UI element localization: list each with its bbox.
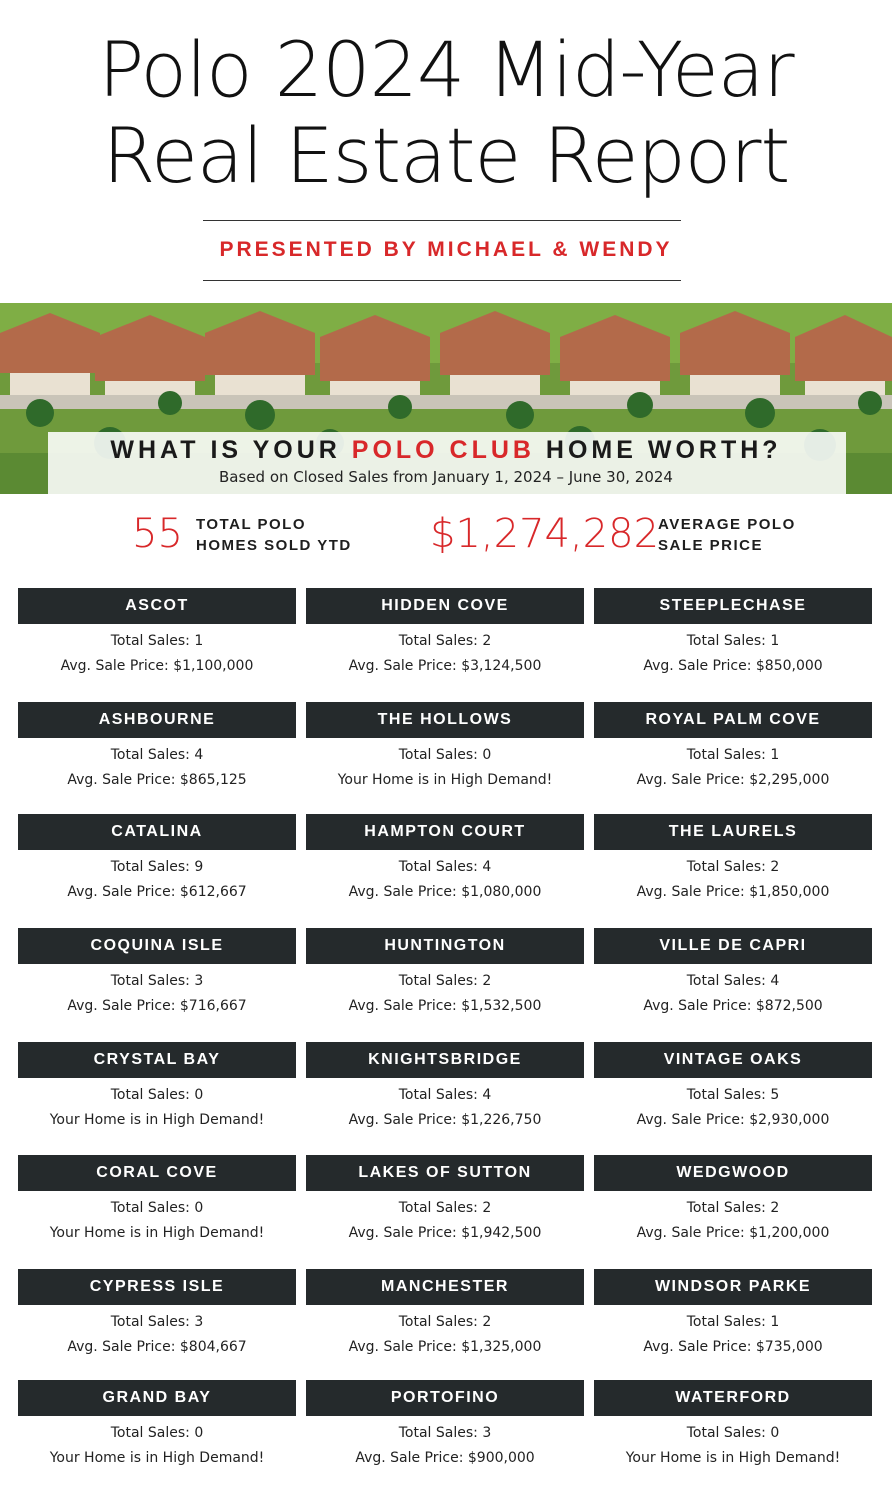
community-total-sales: Total Sales: 1 bbox=[686, 633, 780, 649]
community-card bbox=[306, 1269, 584, 1360]
community-name: WATERFORD bbox=[594, 1380, 872, 1416]
community-total-sales: Total Sales: 4 bbox=[110, 747, 204, 763]
community-detail: Avg. Sale Price: $900,000 bbox=[355, 1450, 535, 1466]
community-detail: Avg. Sale Price: $2,295,000 bbox=[636, 772, 830, 788]
community-detail: Avg. Sale Price: $1,850,000 bbox=[636, 884, 830, 900]
community-detail: Avg. Sale Price: $865,125 bbox=[67, 772, 247, 788]
community-name: GRAND BAY bbox=[18, 1380, 296, 1416]
divider-bottom bbox=[203, 280, 681, 281]
community-name: CATALINA bbox=[18, 814, 296, 850]
community-name: VINTAGE OAKS bbox=[594, 1042, 872, 1078]
community-card bbox=[594, 928, 872, 1019]
community-name: CORAL COVE bbox=[18, 1155, 296, 1191]
community-detail: Avg. Sale Price: $1,325,000 bbox=[348, 1339, 542, 1355]
report-title-line1: Polo 2024 Mid-Year bbox=[98, 25, 794, 114]
community-card bbox=[18, 1269, 296, 1360]
community-detail: Avg. Sale Price: $1,532,500 bbox=[348, 998, 542, 1014]
community-card bbox=[306, 1155, 584, 1246]
community-name: HAMPTON COURT bbox=[306, 814, 584, 850]
community-card bbox=[306, 928, 584, 1019]
community-detail: Avg. Sale Price: $850,000 bbox=[643, 658, 823, 674]
community-total-sales: Total Sales: 4 bbox=[398, 859, 492, 875]
community-detail: Your Home is in High Demand! bbox=[49, 1450, 265, 1466]
community-name: MANCHESTER bbox=[306, 1269, 584, 1305]
community-name: ROYAL PALM COVE bbox=[594, 702, 872, 738]
community-detail: Avg. Sale Price: $872,500 bbox=[643, 998, 823, 1014]
community-detail: Your Home is in High Demand! bbox=[49, 1112, 265, 1128]
community-card bbox=[306, 1380, 584, 1471]
avg-price-label-line2: SALE PRICE bbox=[658, 537, 764, 554]
community-detail: Your Home is in High Demand! bbox=[49, 1225, 265, 1241]
community-name: ASHBOURNE bbox=[18, 702, 296, 738]
community-name: ASCOT bbox=[18, 588, 296, 624]
headline-pre: WHAT IS YOUR bbox=[110, 436, 352, 464]
community-card bbox=[18, 588, 296, 679]
community-name: CYPRESS ISLE bbox=[18, 1269, 296, 1305]
avg-price-label-line1: AVERAGE POLO bbox=[658, 516, 796, 533]
community-detail: Avg. Sale Price: $3,124,500 bbox=[348, 658, 542, 674]
community-total-sales: Total Sales: 3 bbox=[398, 1425, 492, 1441]
community-total-sales: Total Sales: 2 bbox=[686, 859, 780, 875]
community-total-sales: Total Sales: 2 bbox=[398, 1200, 492, 1216]
banner-headline bbox=[0, 436, 892, 465]
community-detail: Avg. Sale Price: $612,667 bbox=[67, 884, 247, 900]
community-detail: Avg. Sale Price: $1,200,000 bbox=[636, 1225, 830, 1241]
avg-price-value: $1,274,282 bbox=[430, 511, 660, 557]
community-total-sales: Total Sales: 2 bbox=[686, 1200, 780, 1216]
community-total-sales: Total Sales: 1 bbox=[110, 633, 204, 649]
community-name: WEDGWOOD bbox=[594, 1155, 872, 1191]
community-card bbox=[306, 1042, 584, 1133]
community-card bbox=[306, 814, 584, 905]
community-total-sales: Total Sales: 2 bbox=[398, 1314, 492, 1330]
community-name: LAKES OF SUTTON bbox=[306, 1155, 584, 1191]
divider-top bbox=[203, 220, 681, 221]
community-name: THE LAURELS bbox=[594, 814, 872, 850]
community-total-sales: Total Sales: 1 bbox=[686, 1314, 780, 1330]
community-total-sales: Total Sales: 3 bbox=[110, 973, 204, 989]
community-card bbox=[594, 1380, 872, 1471]
community-total-sales: Total Sales: 0 bbox=[686, 1425, 780, 1441]
report-title-line2: Real Estate Report bbox=[102, 111, 790, 200]
community-total-sales: Total Sales: 2 bbox=[398, 973, 492, 989]
community-total-sales: Total Sales: 9 bbox=[110, 859, 204, 875]
community-card bbox=[18, 1380, 296, 1471]
community-name: HIDDEN COVE bbox=[306, 588, 584, 624]
headline-highlight: POLO CLUB bbox=[351, 436, 535, 464]
community-card bbox=[594, 1269, 872, 1360]
community-total-sales: Total Sales: 0 bbox=[110, 1425, 204, 1441]
community-detail: Avg. Sale Price: $1,080,000 bbox=[348, 884, 542, 900]
community-total-sales: Total Sales: 0 bbox=[398, 747, 492, 763]
community-card bbox=[594, 1155, 872, 1246]
community-total-sales: Total Sales: 0 bbox=[110, 1087, 204, 1103]
community-name: COQUINA ISLE bbox=[18, 928, 296, 964]
total-sold-label-line1: TOTAL POLO bbox=[196, 516, 307, 533]
community-detail: Avg. Sale Price: $804,667 bbox=[67, 1339, 247, 1355]
community-total-sales: Total Sales: 4 bbox=[398, 1087, 492, 1103]
community-card bbox=[594, 588, 872, 679]
community-total-sales: Total Sales: 1 bbox=[686, 747, 780, 763]
community-name: VILLE DE CAPRI bbox=[594, 928, 872, 964]
community-card bbox=[306, 588, 584, 679]
community-name: HUNTINGTON bbox=[306, 928, 584, 964]
avg-price-label bbox=[658, 514, 858, 556]
community-card bbox=[18, 702, 296, 793]
community-card bbox=[594, 1042, 872, 1133]
community-name: STEEPLECHASE bbox=[594, 588, 872, 624]
community-detail: Avg. Sale Price: $2,930,000 bbox=[636, 1112, 830, 1128]
community-total-sales: Total Sales: 0 bbox=[110, 1200, 204, 1216]
community-detail: Avg. Sale Price: $1,226,750 bbox=[348, 1112, 542, 1128]
banner-subtitle: Based on Closed Sales from January 1, 2024 – June 30, 2024 bbox=[219, 468, 673, 486]
total-sold-value: 55 bbox=[132, 511, 183, 557]
community-total-sales: Total Sales: 5 bbox=[686, 1087, 780, 1103]
community-detail: Your Home is in High Demand! bbox=[337, 772, 553, 788]
total-sold-label-line2: HOMES SOLD YTD bbox=[196, 537, 352, 554]
community-detail: Avg. Sale Price: $716,667 bbox=[67, 998, 247, 1014]
community-card bbox=[18, 928, 296, 1019]
community-name: WINDSOR PARKE bbox=[594, 1269, 872, 1305]
community-name: PORTOFINO bbox=[306, 1380, 584, 1416]
community-card bbox=[594, 702, 872, 793]
community-detail: Your Home is in High Demand! bbox=[625, 1450, 841, 1466]
headline-post: HOME WORTH? bbox=[534, 436, 782, 464]
community-card bbox=[594, 814, 872, 905]
community-detail: Avg. Sale Price: $1,942,500 bbox=[348, 1225, 542, 1241]
community-name: CRYSTAL BAY bbox=[18, 1042, 296, 1078]
community-card bbox=[306, 702, 584, 793]
community-card bbox=[18, 1155, 296, 1246]
community-name: THE HOLLOWS bbox=[306, 702, 584, 738]
community-detail: Avg. Sale Price: $735,000 bbox=[643, 1339, 823, 1355]
community-name: KNIGHTSBRIDGE bbox=[306, 1042, 584, 1078]
community-detail: Avg. Sale Price: $1,100,000 bbox=[60, 658, 254, 674]
community-card bbox=[18, 814, 296, 905]
community-total-sales: Total Sales: 3 bbox=[110, 1314, 204, 1330]
community-total-sales: Total Sales: 4 bbox=[686, 973, 780, 989]
community-card bbox=[18, 1042, 296, 1133]
community-total-sales: Total Sales: 2 bbox=[398, 633, 492, 649]
presented-by: PRESENTED BY MICHAEL & WENDY bbox=[219, 238, 673, 261]
total-sold-label bbox=[196, 514, 396, 556]
